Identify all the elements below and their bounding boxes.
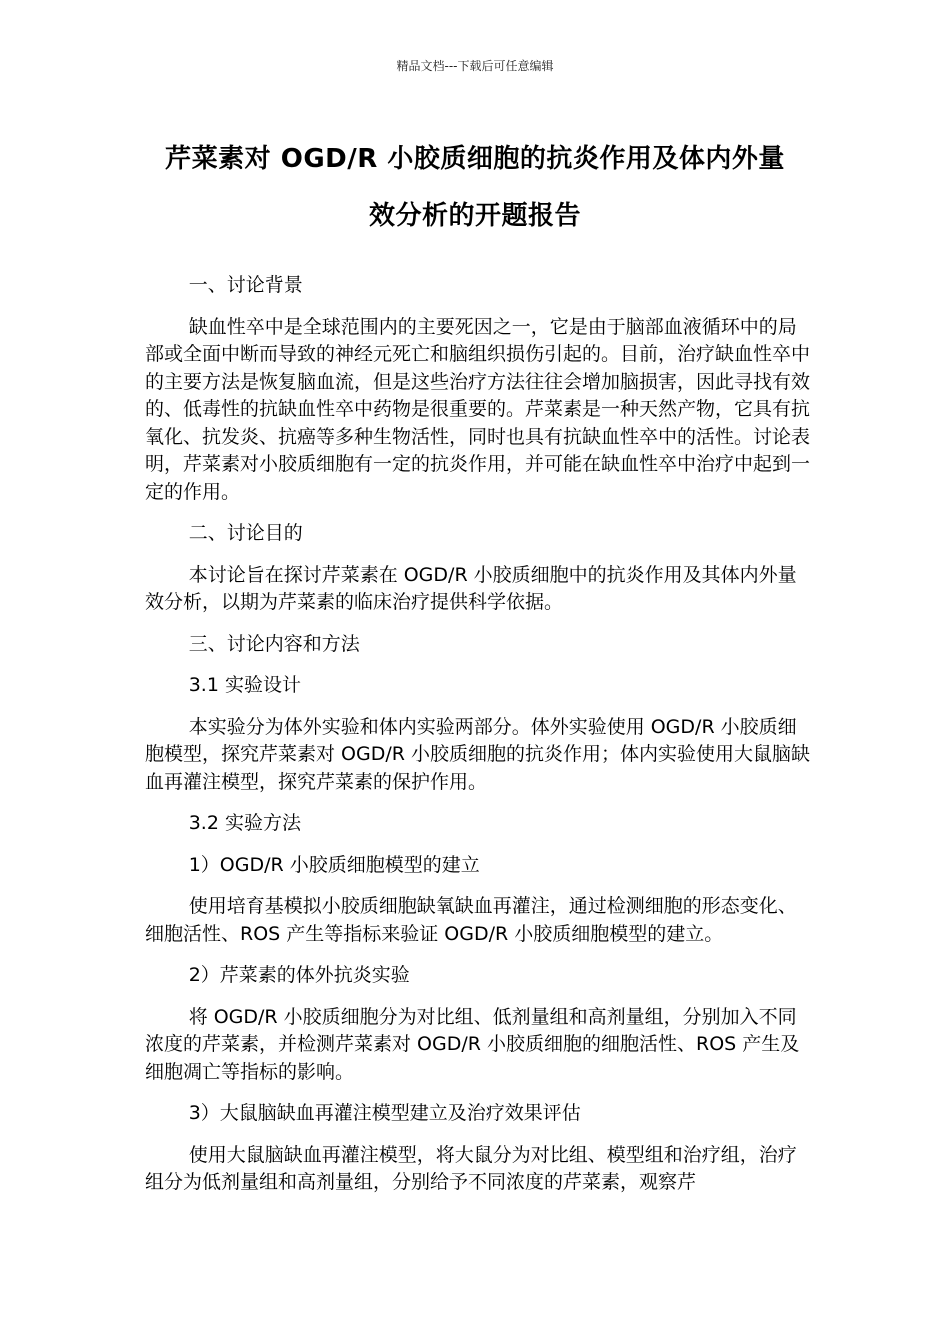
method-heading-1: 1）OGD/R 小胶质细胞模型的建立 <box>188 853 480 876</box>
method-heading-3: 3）大鼠脑缺血再灌注模型建立及治疗效果评估 <box>188 1102 581 1124</box>
method-heading-2: 2）芹菜素的体外抗炎实验 <box>188 964 410 986</box>
document-title-line-1: 芹菜素对 OGD/R 小胶质细胞的抗炎作用及体内外量 <box>165 144 785 174</box>
page-header: 精品文档---下载后可任意编辑 <box>396 59 554 73</box>
document-body <box>145 272 810 1211</box>
paragraph-method-1: 使用培育基模拟小胶质细胞缺氧缺血再灌注，通过检测细胞的形态变化、细胞活性、ROS 产生等指标来验证 OGD/R 小胶质细胞模型的建立。 <box>145 895 797 945</box>
section-heading-purpose: 二、讨论目的 <box>188 522 303 544</box>
paragraph-design: 本实验分为体外实验和体内实验两部分。体外实验使用 OGD/R 小胶质细胞模型，探究芹菜素对 OGD/R 小胶质细胞的抗炎作用；体内实验使用大鼠脑缺血再灌注模型，探究芹菜素的保护作用。 <box>145 715 810 793</box>
paragraph-purpose: 本讨论旨在探讨芹菜素在 OGD/R 小胶质细胞中的抗炎作用及其体内外量效分析，以期为芹菜素的临床治疗提供科学依据。 <box>145 563 797 613</box>
section-heading-background: 一、讨论背景 <box>188 274 303 296</box>
document-title-line-2: 效分析的开题报告 <box>368 201 581 231</box>
paragraph-method-2: 将 OGD/R 小胶质细胞分为对比组、低剂量组和高剂量组，分别加入不同浓度的芹菜素，并检测芹菜素对 OGD/R 小胶质细胞的细胞活性、ROS 产生及细胞凋亡等指标的影响。 <box>145 1005 800 1083</box>
subsection-heading-design: 3.1 实验设计 <box>188 674 301 696</box>
paragraph-background: 缺血性卒中是全球范围内的主要死因之一，它是由于脑部血液循环中的局部或全面中断而导致的神经元死亡和脑组织损伤引起的。目前，治疗缺血性卒中的主要方法是恢复脑血流，但是这些治疗方法往往会增加脑损害，因此寻找有效的、低毒性的抗缺血性卒中药物是很重要的。芹菜素是一种天然产物，它具有抗氧化、抗发炎、抗癌等多种生物活性，同时也具有抗缺血性卒中的活性。讨论表明，芹菜素对小胶质细胞有一定的抗炎作用，并可能在缺血性卒中治疗中起到一定的作用。 <box>145 315 811 503</box>
subsection-heading-methods: 3.2 实验方法 <box>188 812 301 834</box>
section-heading-content-methods: 三、讨论内容和方法 <box>188 632 360 655</box>
paragraph-method-3: 使用大鼠脑缺血再灌注模型，将大鼠分为对比组、模型组和治疗组，治疗组分为低剂量组和高剂量组，分别给予不同浓度的芹菜素，观察芹 <box>145 1143 797 1193</box>
